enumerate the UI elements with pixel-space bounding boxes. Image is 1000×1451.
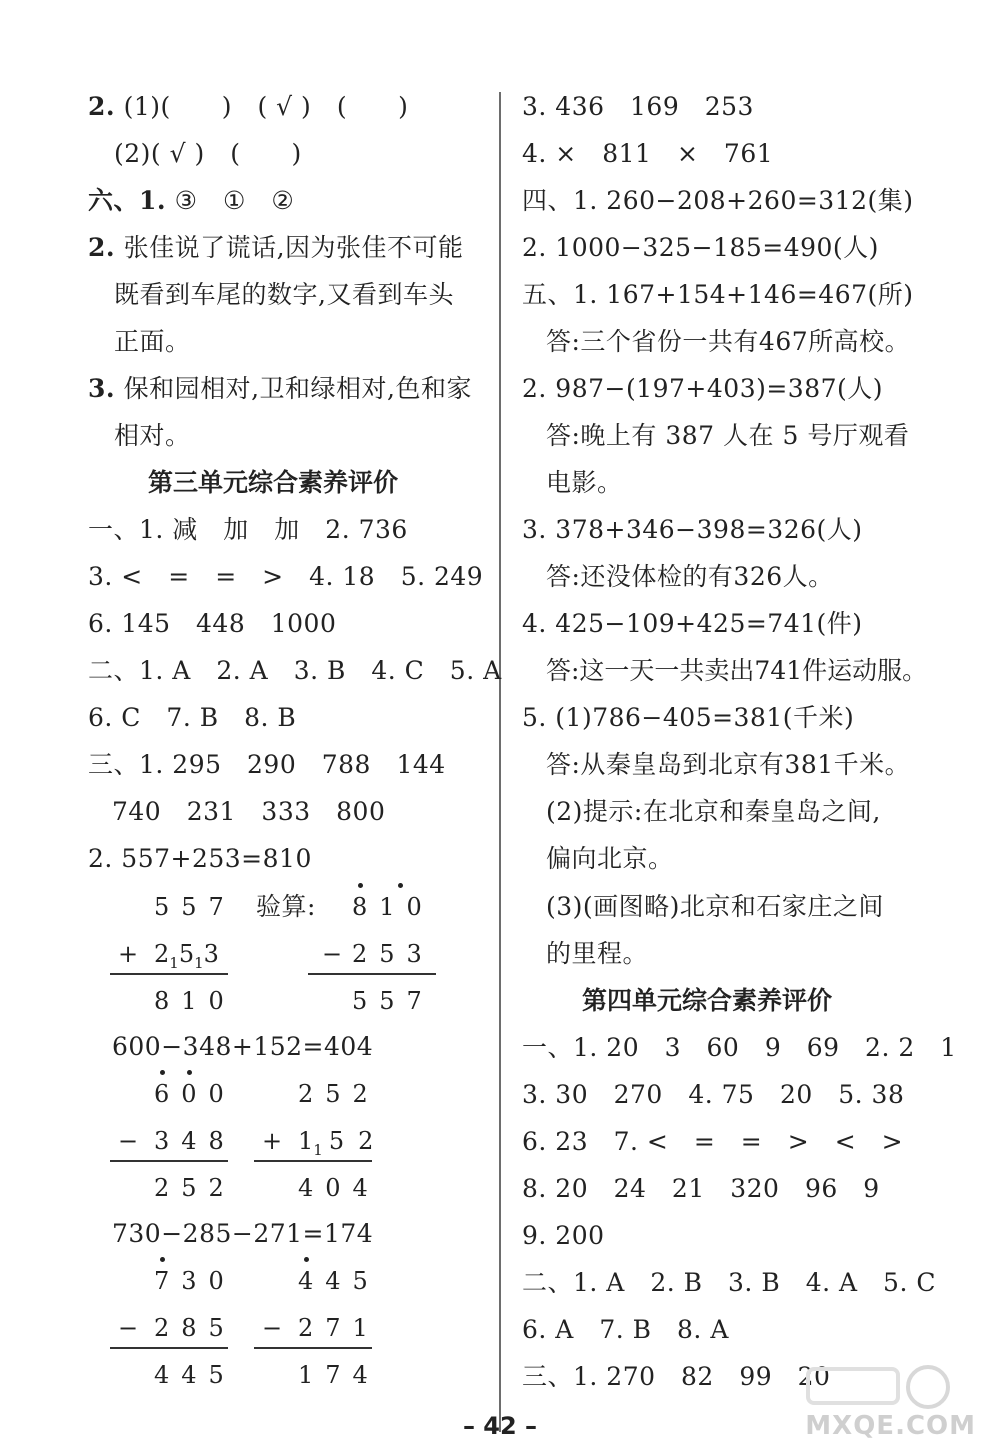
borrow-dot — [160, 1257, 165, 1262]
answer-line: 五、1. 167+154+146=467(所) — [522, 280, 914, 309]
borrow-dot — [187, 1070, 192, 1075]
borrow-dot — [160, 1070, 165, 1075]
answer-line: 答:还没体检的有326人。 — [546, 562, 834, 591]
item-number: 2. — [88, 233, 116, 262]
answer-line: 6. C 7. B 8. B — [88, 703, 297, 732]
borrow-dot — [358, 883, 363, 888]
answer-line: 8. 20 24 21 320 96 9 — [522, 1174, 880, 1203]
answer-text: (2)( √ ) ( ) — [114, 139, 302, 168]
answer-line: 3. 436 169 253 — [522, 92, 754, 121]
calc-rule — [110, 1160, 228, 1162]
item-number: 3. — [88, 374, 116, 403]
answer-line: 4. 425−109+425=741(件) — [522, 609, 863, 638]
answer-line: 三、1. 295 290 788 144 — [88, 750, 446, 779]
answer-line: (2)提示:在北京和秦皇岛之间, — [546, 797, 881, 826]
answer-line: 三、1. 270 82 99 20 — [522, 1362, 831, 1391]
answer-line — [88, 184, 294, 218]
calc-operand-with-carry: $1_1$ 5 2 — [298, 1127, 374, 1159]
calc-result: 174 — [298, 1361, 380, 1389]
answer-line: 答:三个省份一共有467所高校。 — [546, 327, 911, 356]
answer-line: 二、1. A 2. B 3. B 4. A 5. C — [522, 1268, 936, 1297]
calc-operand: 271 — [298, 1314, 380, 1342]
section-heading-unit3: 第三单元综合素养评价 — [148, 468, 399, 497]
answer-line — [88, 372, 472, 406]
calc-operator: + — [118, 940, 151, 968]
answer-line: 3. 378+346−398=326(人) — [522, 515, 863, 544]
calc-operator: − — [118, 1127, 151, 1155]
answer-text: (1)( ) ( √ ) ( ) — [123, 92, 409, 121]
calc-operator: − — [262, 1314, 295, 1342]
borrow-dot — [398, 883, 403, 888]
calc-operand: 252 — [298, 1080, 380, 1108]
equation: 600−348+152=404 — [112, 1032, 374, 1061]
answer-line — [114, 278, 454, 312]
answer-line: 四、1. 260−208+260=312(集) — [522, 186, 914, 215]
calc-operand: 253 — [352, 940, 434, 968]
calc-rule — [110, 973, 228, 975]
check-label: 验算: — [256, 892, 316, 921]
answer-line: 6. 145 448 1000 — [88, 609, 337, 638]
answer-text: 保和园相对,卫和绿相对,色和家 — [123, 374, 472, 403]
answer-line: 5. (1)786−405=381(千米) — [522, 703, 855, 732]
answer-line: 答:晚上有 387 人在 5 号厅观看 — [546, 421, 910, 450]
answer-line — [114, 325, 191, 359]
answer-line: 2. 557+253=810 — [88, 844, 312, 873]
answer-text: 相对。 — [114, 421, 191, 450]
answer-line: 3. < = = > 4. 18 5. 249 — [88, 562, 484, 591]
answer-line: 一、1. 20 3 60 9 69 2. 2 1 — [522, 1033, 957, 1062]
calc-operand: 445 — [298, 1267, 380, 1295]
answer-line: 4. × 811 × 761 — [522, 139, 774, 168]
answer-line: 的里程。 — [546, 939, 649, 968]
calc-operator: + — [262, 1127, 295, 1155]
section-heading-unit4: 第四单元综合素养评价 — [582, 986, 833, 1015]
answer-line: 偏向北京。 — [546, 844, 674, 873]
calc-operand: 600 — [154, 1080, 236, 1108]
answer-line: 9. 200 — [522, 1221, 605, 1250]
calc-operand: 557 — [154, 893, 236, 921]
calc-operator: − — [118, 1314, 151, 1342]
answer-text: ③ ① ② — [174, 186, 295, 215]
item-number: 六、1. — [88, 186, 167, 215]
answer-text: 正面。 — [114, 327, 191, 356]
column-divider — [499, 92, 501, 1432]
calc-result: 445 — [154, 1361, 236, 1389]
answer-line: (3)(画图略)北京和石家庄之间 — [546, 892, 884, 921]
borrow-dot — [304, 1257, 309, 1262]
equation: 730−285−271=174 — [112, 1219, 374, 1248]
answer-line: 2. 1000−325−185=490(人) — [522, 233, 879, 262]
answer-line: 740 231 333 800 — [112, 797, 386, 826]
answer-line: 6. A 7. B 8. A — [522, 1315, 729, 1344]
answer-text: 既看到车尾的数字,又看到车头 — [114, 280, 454, 309]
calc-result: 557 — [352, 987, 434, 1015]
page-number: – 42 – — [462, 1412, 538, 1440]
answer-line: 6. 23 7. < = = > < > — [522, 1127, 904, 1156]
answer-line: 二、1. A 2. A 3. B 4. C 5. A — [88, 656, 502, 685]
answer-line: 3. 30 270 4. 75 20 5. 38 — [522, 1080, 905, 1109]
answer-line: 答:这一天一共卖出741件运动服。 — [546, 656, 928, 685]
calc-operand: 285 — [154, 1314, 236, 1342]
answer-line — [114, 419, 191, 453]
calc-operand: 810 — [352, 893, 434, 921]
watermark-text: MXQE.COM — [805, 1411, 976, 1441]
calc-rule — [308, 973, 436, 975]
answer-line — [114, 137, 302, 171]
calc-rule — [110, 1347, 228, 1349]
calc-result: 404 — [298, 1174, 380, 1202]
answer-text: 张佳说了谎话,因为张佳不可能 — [123, 233, 464, 262]
answer-line: 电影。 — [546, 468, 623, 497]
calc-operand: 730 — [154, 1267, 236, 1295]
calc-operand: 348 — [154, 1127, 236, 1155]
answer-line: 一、1. 减 加 加 2. 736 — [88, 515, 408, 544]
answer-line — [88, 90, 408, 124]
item-number: 2. — [88, 92, 116, 121]
calc-operand-with-carry: $2_15_13$ — [154, 940, 219, 972]
calc-operator: − — [322, 940, 355, 968]
calc-result: 810 — [154, 987, 236, 1015]
calc-result: 252 — [154, 1174, 236, 1202]
answer-line: 2. 987−(197+403)=387(人) — [522, 374, 884, 403]
answer-line — [88, 231, 464, 265]
calc-rule — [254, 1160, 372, 1162]
calc-rule — [254, 1347, 372, 1349]
answer-line: 答:从秦皇岛到北京有381千米。 — [546, 750, 911, 779]
